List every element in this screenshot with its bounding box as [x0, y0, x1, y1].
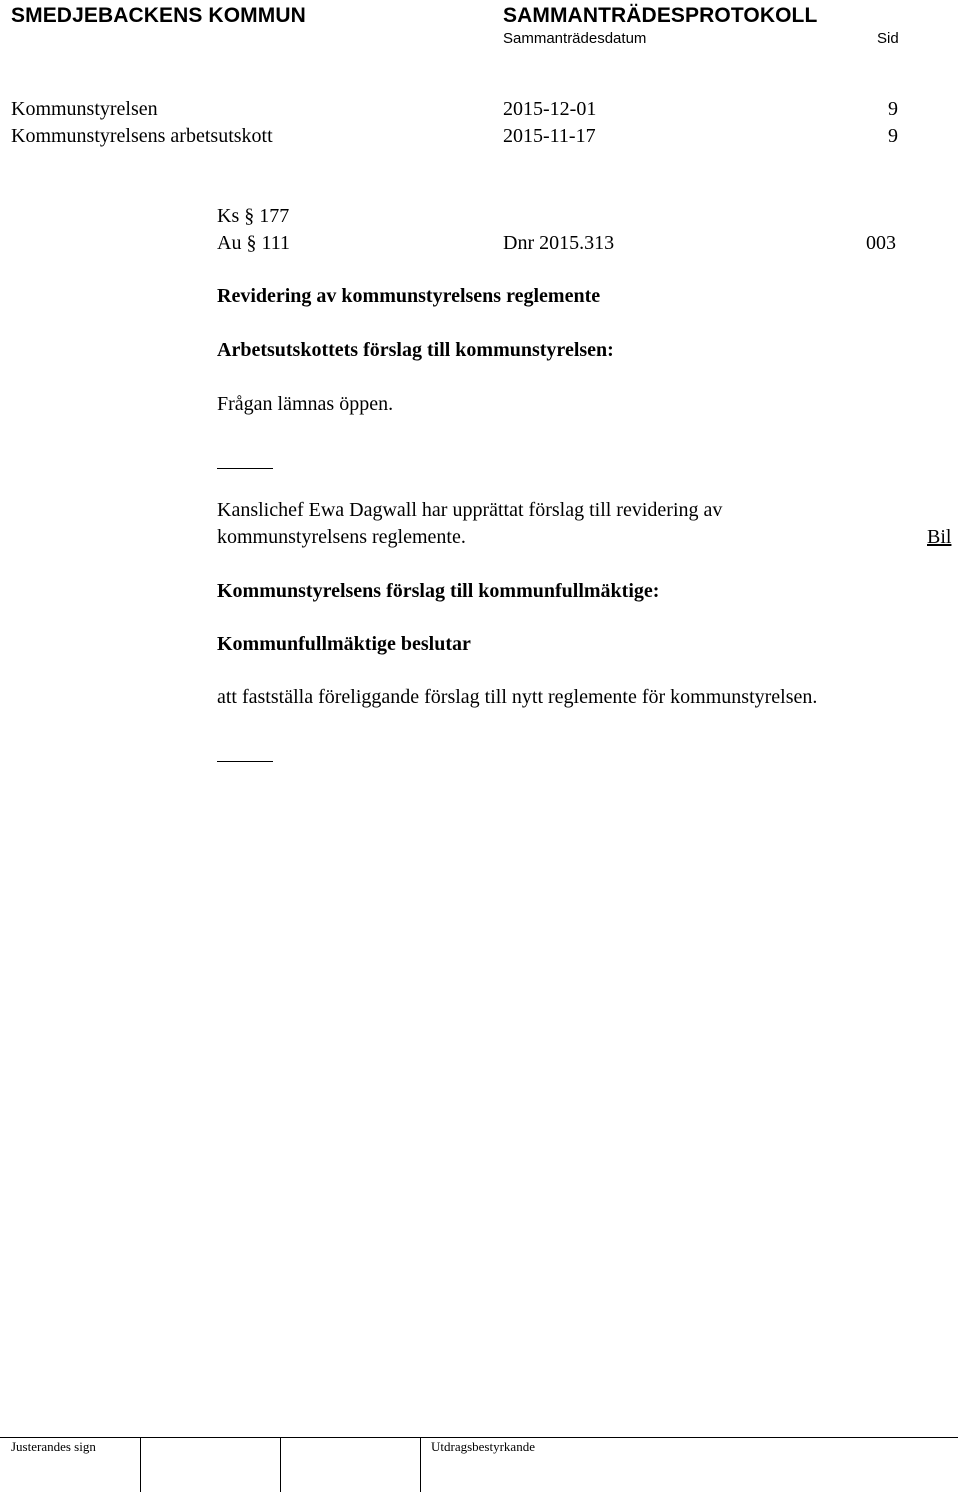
organization-name: SMEDJEBACKENS KOMMUN [11, 4, 306, 27]
attachment-link[interactable]: Bil [927, 526, 952, 548]
footer-sign-box-divider [420, 1437, 421, 1492]
footer-sign-box-divider [280, 1437, 281, 1492]
footer-rule [0, 1437, 958, 1438]
ks-paragraph-ref: Ks § 177 [217, 205, 290, 227]
date-column-label: Sammanträdesdatum [503, 30, 647, 47]
meeting-page: 9 [888, 125, 898, 147]
background-text-line2: kommunstyrelsens reglemente. [217, 526, 466, 548]
document-type: SAMMANTRÄDESPROTOKOLL [503, 4, 818, 27]
meeting-date: 2015-12-01 [503, 98, 597, 120]
decision-heading: Kommunfullmäktige beslutar [217, 633, 471, 655]
meeting-body: Kommunstyrelsens arbetsutskott [11, 125, 273, 147]
section-divider [217, 761, 273, 762]
case-title: Revidering av kommunstyrelsens reglemente [217, 285, 601, 307]
au-paragraph-ref: Au § 111 [217, 232, 290, 254]
ks-proposal-heading: Kommunstyrelsens förslag till kommunfullmäktige: [217, 580, 660, 602]
case-code: 003 [866, 232, 896, 254]
justifier-signature-label: Justerandes sign [11, 1439, 96, 1454]
proposal-heading: Arbetsutskottets förslag till kommunstyrelsen: [217, 339, 614, 361]
proposal-text: Frågan lämnas öppen. [217, 393, 394, 415]
section-divider [217, 468, 273, 469]
background-text-line1: Kanslichef Ewa Dagwall har upprättat förslag till revidering av [217, 499, 723, 521]
meeting-body: Kommunstyrelsen [11, 98, 158, 120]
meeting-page: 9 [888, 98, 898, 120]
decision-text: att fastställa föreliggande förslag till nytt reglemente för kommunstyrelsen. [217, 686, 818, 708]
footer-sign-box-divider [140, 1437, 141, 1492]
page-column-label: Sid [877, 30, 899, 47]
diary-number: Dnr 2015.313 [503, 232, 615, 254]
certification-label: Utdragsbestyrkande [431, 1439, 535, 1454]
meeting-date: 2015-11-17 [503, 125, 596, 147]
